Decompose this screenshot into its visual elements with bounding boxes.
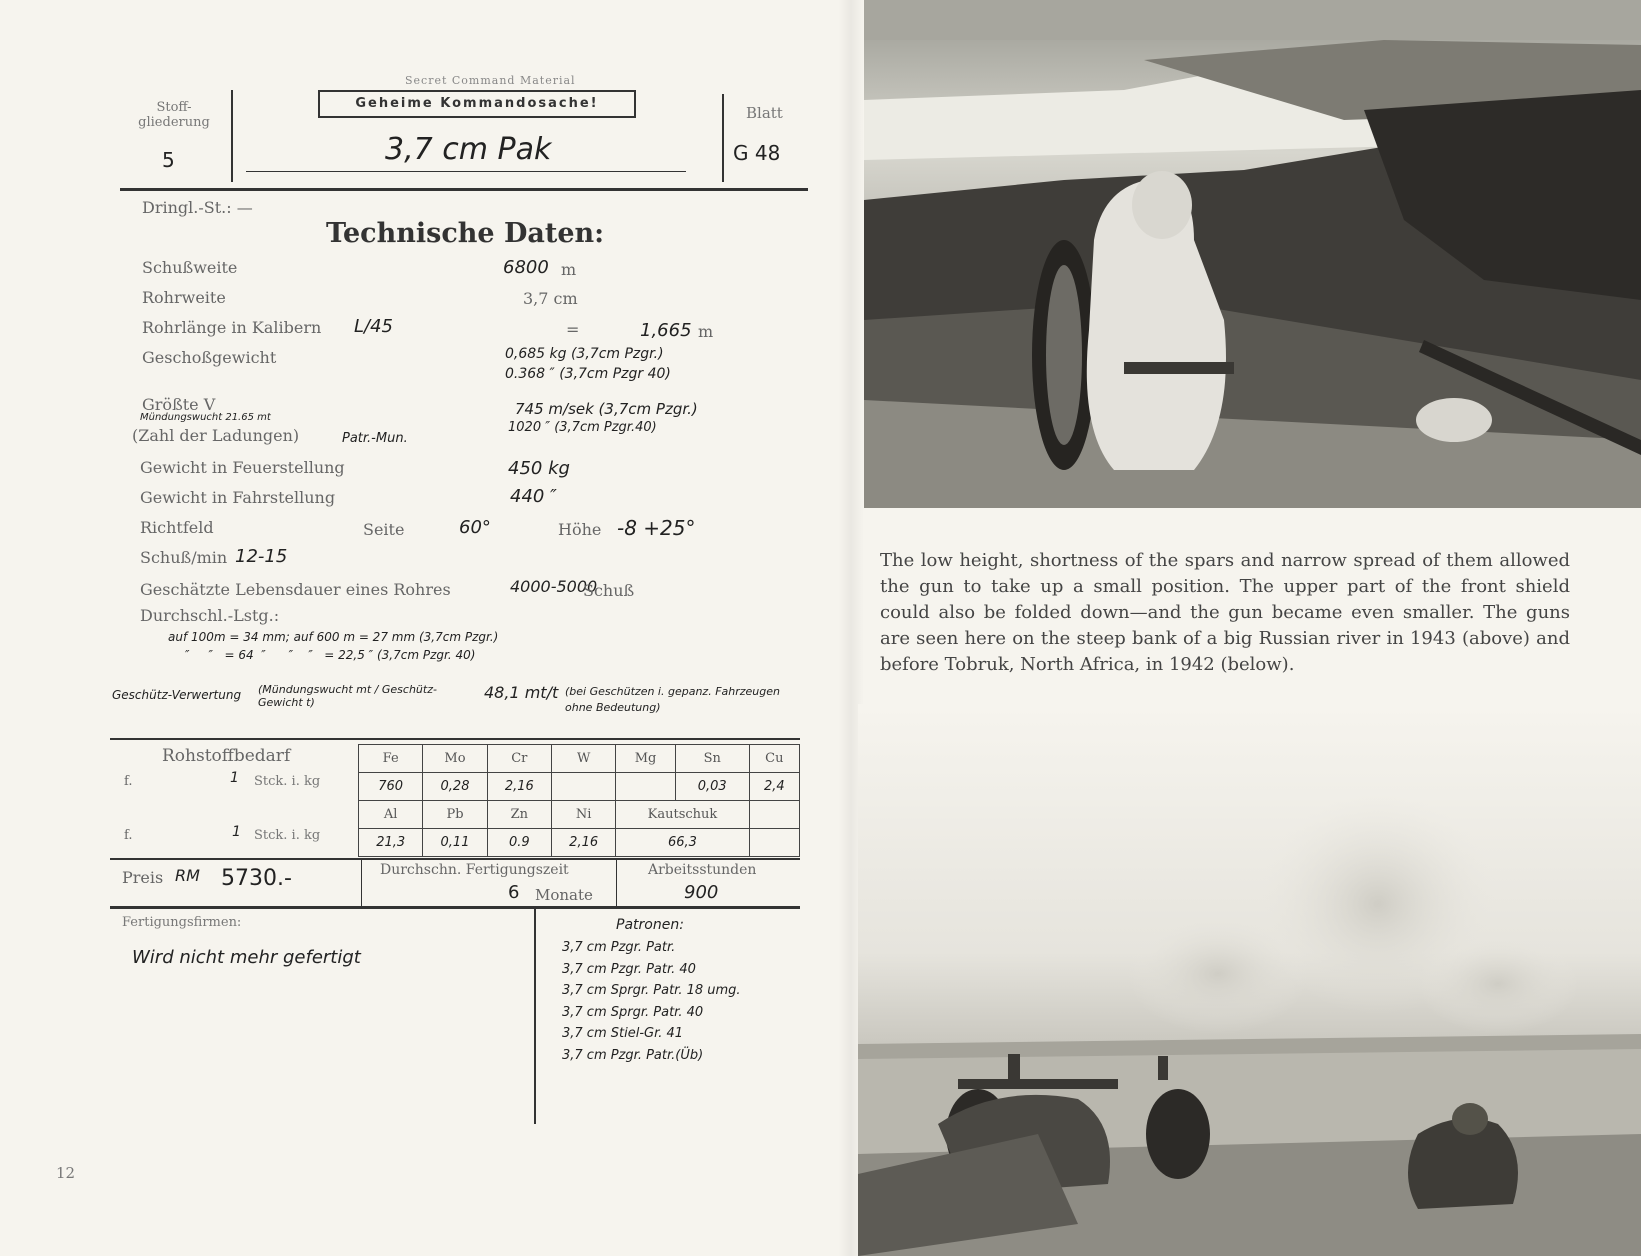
rohrlaenge-value: 1,665: [640, 320, 692, 341]
blatt-label: Blatt: [746, 104, 783, 122]
list-item: 3,7 cm Stiel-Gr. 41: [562, 1026, 684, 1041]
table-cell: 0.9: [487, 829, 551, 857]
raw-row2-count: 1: [232, 824, 241, 840]
photo-russian-river-gun: [864, 0, 1641, 508]
ladungen-label: (Zahl der Ladungen): [132, 426, 300, 445]
raw-materials-top-rule: [110, 738, 800, 740]
photo-tobruk-gun: [858, 704, 1641, 1256]
table-cell: 66,3: [616, 829, 749, 857]
fahrstellung-value: 440 ″: [510, 486, 557, 507]
table-cell: 2,4: [749, 773, 799, 801]
table-cell: Ni: [551, 801, 615, 829]
raw-row2-unit: Stck. i. kg: [254, 828, 321, 843]
patronen-label: Patronen:: [616, 917, 684, 933]
raw-row1-prefix: f.: [124, 774, 133, 789]
photo-top-svg: [864, 0, 1641, 508]
geschoss-value-1: 0,685 kg (3,7cm Pzgr.): [505, 346, 664, 362]
stoff-label: Stoff- gliederung: [138, 100, 210, 130]
rohrlaenge-equals: =: [566, 320, 580, 339]
table-cell: Pb: [423, 801, 487, 829]
table-cell: Fe: [359, 745, 423, 773]
schuss-min-label: Schuß/min: [140, 548, 228, 567]
header-rule: [120, 188, 808, 191]
raw-row1-unit: Stck. i. kg: [254, 774, 321, 789]
richtfeld-label: Richtfeld: [140, 518, 214, 537]
firmen-value: Wird nicht mehr gefertigt: [132, 947, 361, 968]
table-cell: Al: [359, 801, 423, 829]
secret-stamp: Geheime Kommandosache!: [318, 90, 636, 118]
lebensdauer-value: 4000-5000: [510, 577, 598, 596]
list-item: 3,7 cm Pzgr. Patr. 40: [562, 961, 696, 977]
production-divider: [534, 909, 536, 1124]
geschoss-value-2: 0.368 ″ (3,7cm Pzgr 40): [505, 366, 671, 382]
sheet-title: 3,7 cm Pak: [385, 132, 552, 167]
raw-row2-values: [359, 829, 800, 857]
dringl-label: Dringl.-St.: —: [142, 198, 253, 217]
patronen-list: [562, 937, 741, 1066]
rohrweite-label: Rohrweite: [142, 288, 226, 307]
seite-label: Seite: [363, 520, 405, 539]
table-cell: [551, 773, 615, 801]
v0-label: Größte V: [142, 395, 216, 414]
table-cell: 2,16: [487, 773, 551, 801]
photo-caption: The low height, shortness of the spars and narrow spread of them allowed the gun to take up a small position. The upper part of the front shield could also be folded down—and the gun became even smaller. The guns are seen here on the steep bank of a big Russian river in 1943 (above) and before Tobruk, North Africa, in 1942 (below).: [880, 550, 1570, 675]
v0-value-1: 745 m/sek (3,7cm Pzgr.): [515, 400, 698, 418]
rohrweite-value: 3,7 cm: [523, 289, 578, 308]
fahrstellung-label: Gewicht in Fahrstellung: [140, 488, 336, 507]
table-cell: 0,28: [423, 773, 487, 801]
durchschlag-label: Durchschl.-Lstg.:: [140, 606, 280, 625]
fertigungszeit-label: Durchschn. Fertigungszeit: [380, 862, 569, 878]
v0-muendungswucht: Mündungswucht 21.65 mt: [140, 412, 271, 423]
raw-row2-headers: [359, 801, 800, 829]
cost-top-rule: [110, 858, 800, 860]
durchschlag-line-2: ″ ″ = 64 ″ ″ ″ = 22,5 ″ (3,7cm Pzgr. 40): [185, 648, 476, 662]
table-cell: Cr: [487, 745, 551, 773]
technical-data-heading: Technische Daten:: [326, 218, 605, 249]
raw-row2-prefix: f.: [124, 828, 133, 843]
schussweite-label: Schußweite: [142, 258, 238, 277]
verwertung-formula: (Mündungswucht mt / Geschütz-Gewicht t): [258, 683, 437, 709]
lebensdauer-unit: Schuß: [583, 581, 635, 600]
cost-divider-2: [616, 860, 617, 906]
title-underline: [246, 171, 686, 172]
seite-value: 60°: [459, 517, 491, 538]
table-cell: [749, 801, 799, 829]
header-divider-right: [722, 94, 724, 182]
stoff-value: 5: [162, 148, 175, 172]
raw-row1-headers: [359, 745, 800, 773]
arbeitsstunden-value: 900: [684, 882, 719, 903]
cost-divider-1: [361, 860, 362, 906]
table-cell: Kautschuk: [616, 801, 749, 829]
list-item: 3,7 cm Sprgr. Patr. 40: [562, 1004, 704, 1020]
schussweite-value: 6800: [503, 257, 549, 278]
preis-label: Preis: [122, 868, 164, 887]
raw-row1-count: 1: [230, 770, 239, 786]
ladungen-value: Patr.-Mun.: [342, 431, 408, 446]
table-cell: [749, 829, 799, 857]
fertigungszeit-value: 6: [508, 882, 520, 903]
list-item: 3,7 cm Pzgr. Patr.(Üb): [562, 1047, 704, 1063]
secret-label: Secret Command Material: [405, 74, 576, 87]
table-cell: Cu: [749, 745, 799, 773]
rohrlaenge-label: Rohrlänge in Kalibern: [142, 318, 322, 337]
list-item: 3,7 cm Pzgr. Patr.: [562, 940, 676, 955]
cost-bottom-rule: [110, 906, 800, 909]
v0-value-2: 1020 ″ (3,7cm Pzgr.40): [508, 420, 657, 435]
preis-currency: RM: [175, 866, 200, 885]
list-item: 3,7 cm Sprgr. Patr. 18 umg.: [562, 983, 741, 998]
table-cell: 2,16: [551, 829, 615, 857]
schussweite-unit: m: [561, 260, 577, 279]
preis-value: 5730.-: [221, 866, 292, 891]
header-divider-left: [231, 90, 233, 182]
feuerstellung-value: 450 kg: [508, 458, 570, 479]
rohrlaenge-unit: m: [698, 322, 714, 341]
table-cell: 0,03: [675, 773, 749, 801]
hoehe-value: -8 +25°: [617, 516, 696, 540]
firmen-label: Fertigungsfirmen:: [122, 915, 242, 930]
page-number: 12: [56, 1164, 76, 1182]
table-cell: Mo: [423, 745, 487, 773]
table-cell: 0,11: [423, 829, 487, 857]
table-cell: W: [551, 745, 615, 773]
raw-row1-values: [359, 773, 800, 801]
photo-bottom-svg: [858, 704, 1641, 1256]
table-cell: Zn: [487, 801, 551, 829]
verwertung-note: (bei Geschützen i. gepanz. Fahrzeugen ohne Bedeutung): [565, 685, 780, 714]
schuss-min-value: 12-15: [235, 546, 288, 567]
verwertung-label: Geschütz-Verwertung: [112, 688, 242, 702]
blatt-value: G 48: [733, 141, 781, 165]
raw-materials-title: Rohstoffbedarf: [162, 746, 291, 766]
durchschlag-line-1: auf 100m = 34 mm; auf 600 m = 27 mm (3,7cm Pzgr.): [168, 630, 499, 644]
geschoss-label: Geschoßgewicht: [142, 348, 277, 367]
table-cell: 21,3: [359, 829, 423, 857]
feuerstellung-label: Gewicht in Feuerstellung: [140, 458, 345, 477]
table-cell: Mg: [616, 745, 676, 773]
table-cell: 760: [359, 773, 423, 801]
table-cell: Sn: [675, 745, 749, 773]
hoehe-label: Höhe: [558, 520, 602, 539]
raw-materials-table: [358, 744, 800, 857]
fertigungszeit-unit: Monate: [535, 886, 593, 904]
lebensdauer-label: Geschätzte Lebensdauer eines Rohres: [140, 580, 451, 599]
arbeitsstunden-label: Arbeitsstunden: [648, 862, 757, 878]
rohrlaenge-kaliber: L/45: [354, 316, 393, 337]
verwertung-value: 48,1 mt/t: [484, 683, 559, 702]
table-cell: [616, 773, 676, 801]
